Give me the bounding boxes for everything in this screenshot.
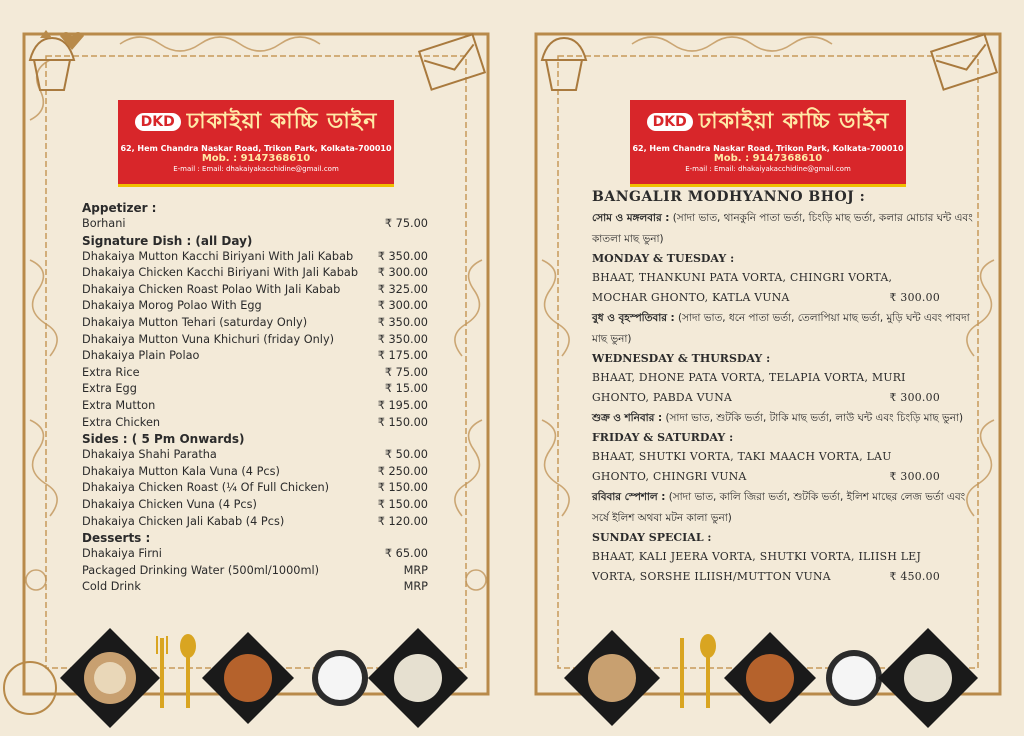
- menu-item: [82, 546, 428, 563]
- menu-item-name: Extra Chicken: [82, 415, 161, 429]
- bengali-day-label: শুক্র ও শনিবার :: [592, 412, 663, 424]
- cupcake-icon: [542, 38, 586, 90]
- dish-line-text: VORTA, SORSHE ILIISH/MUTTON VUNA: [592, 570, 831, 583]
- address: 62, Hem Chandra Naskar Road, Trikon Park, Kolkata-700010: [632, 144, 904, 153]
- day-heading: WEDNESDAY & THURSDAY :: [592, 352, 771, 365]
- lunch-menu: [592, 186, 974, 587]
- day-dishes: [592, 268, 974, 308]
- menu-item: [82, 332, 428, 349]
- day-heading: MONDAY & TUESDAY :: [592, 252, 735, 265]
- menu-item-name: Dhakaiya Chicken Roast Polao With Jali Kabab: [82, 282, 341, 296]
- menu-item: [82, 447, 428, 464]
- menu-item: [82, 249, 428, 266]
- menu-item: [82, 315, 428, 332]
- menu-item-name: Extra Mutton: [82, 398, 156, 412]
- menu-item-name: Extra Egg: [82, 382, 137, 396]
- envelope-icon: [931, 34, 997, 89]
- menu-item-name: Dhakaiya Chicken Roast (¼ Of Full Chicken): [82, 481, 330, 495]
- menu-item: [82, 497, 428, 514]
- bengali-day-label: বুধ ও বৃহস্পতিবার :: [592, 312, 675, 324]
- menu-item: [82, 480, 428, 497]
- menu-item-price: ₹ 50.00: [384, 448, 428, 462]
- menu-item: [82, 415, 428, 432]
- menu-item-name: Dhakaiya Mutton Vuna Khichuri (friday Only): [82, 332, 335, 346]
- menu-item: [82, 563, 428, 580]
- menu-item-name: Dhakaiya Mutton Kacchi Biriyani With Jali Kabab: [82, 249, 354, 263]
- menu-item: [82, 514, 428, 531]
- dish-line: [592, 288, 974, 308]
- dish-line: [592, 388, 974, 408]
- menu-item-name: Dhakaiya Chicken Vuna (4 Pcs): [82, 497, 257, 511]
- menu-item-price: MRP: [403, 580, 428, 594]
- dish-line-text: GHONTO, PABDA VUNA: [592, 391, 733, 404]
- menu-section-heading: Desserts :: [82, 531, 151, 546]
- menu-item-name: Dhakaiya Firni: [82, 547, 162, 561]
- menu-item-name: Dhakaiya Shahi Paratha: [82, 448, 217, 462]
- menu-item-price: ₹ 150.00: [377, 497, 428, 511]
- menu-item-price: ₹ 15.00: [384, 382, 428, 396]
- day-dishes: [592, 447, 974, 487]
- bengali-dish-list: (সাদা ভাত, শুটকি ভর্তা, টাকি মাছ ভর্তা, লাউ ঘন্ট এবং চিংড়ি মাছ ভুনা): [665, 412, 964, 424]
- bengali-day-description: [592, 487, 974, 529]
- restaurant-header: [118, 100, 394, 187]
- menu-item-price: ₹ 300.00: [377, 299, 428, 313]
- email: E-mail : Email: dhakaiyakacchidine@gmail.com: [685, 165, 851, 173]
- menu-list: [82, 200, 428, 596]
- restaurant-name: ঢাকাইয়া কাচ্চি ডাইন: [698, 107, 890, 134]
- mobile-number: Mob. : 9147368610: [201, 153, 311, 164]
- menu-item-name: Borhani: [82, 217, 126, 230]
- menu-item: [82, 365, 428, 382]
- dish-line: BHAAT, SHUTKI VORTA, TAKI MAACH VORTA, LAU: [592, 450, 892, 463]
- menu-item-price: ₹ 195.00: [377, 398, 428, 412]
- menu-item: [82, 298, 428, 315]
- menu-section-heading: Sides : ( 5 Pm Onwards): [82, 432, 245, 447]
- menu-section-heading: Appetizer :: [82, 201, 157, 215]
- dkd-logo: DKD: [135, 113, 181, 131]
- dkd-logo: DKD: [647, 113, 693, 131]
- bengali-dish-list: (সাদা ভাত, ধনে পাতা ভর্তা, তেলাপিয়া মাছ ভর্তা, মুড়ি ঘন্ট এবং পাবদা মাছ ভুনা): [592, 312, 970, 345]
- day-dishes: [592, 368, 974, 408]
- envelope-icon: [419, 34, 485, 89]
- bengali-dish-list: (সাদা ভাত, কালি জিরা ভর্তা, শুটকি ভর্তা, ইলিশ মাছের লেজ ভর্তা এবং সর্ষে ইলিশ অথবা মটন কালা ভুনা): [592, 491, 966, 524]
- fork-spoon-icon: [156, 634, 196, 708]
- menu-item: [82, 579, 428, 596]
- menu-item: [82, 464, 428, 481]
- menu-item: [82, 282, 428, 299]
- menu-item-name: Dhakaiya Mutton Kala Vuna (4 Pcs): [82, 464, 280, 478]
- menu-item-price: ₹ 75.00: [384, 365, 428, 379]
- day-price: ₹ 300.00: [889, 291, 940, 304]
- bengali-day-description: [592, 308, 974, 350]
- bengali-day-description: [592, 408, 974, 429]
- menu-item-price: ₹ 175.00: [377, 349, 428, 363]
- day-price: ₹ 450.00: [889, 570, 940, 583]
- day-heading: FRIDAY & SATURDAY :: [592, 431, 734, 444]
- menu-item-price: ₹ 325.00: [377, 282, 428, 296]
- fork-spoon-icon: [680, 634, 716, 708]
- menu-item: [82, 381, 428, 398]
- menu-item-price: ₹ 65.00: [384, 547, 428, 561]
- menu-item-price: ₹ 150.00: [377, 415, 428, 429]
- food-strip: [512, 618, 1024, 736]
- bengali-day-description: [592, 208, 974, 250]
- menu-item-price: MRP: [403, 563, 428, 577]
- restaurant-header: [630, 100, 906, 187]
- day-dishes: [592, 547, 974, 587]
- restaurant-name: ঢাকাইয়া কাচ্চি ডাইন: [186, 107, 378, 134]
- menu-section-heading: Signature Dish : (all Day): [82, 233, 253, 248]
- day-price: ₹ 300.00: [889, 470, 940, 483]
- menu-item-name: Dhakaiya Morog Polao With Egg: [82, 299, 262, 313]
- plate-outline-icon: [4, 662, 56, 714]
- day-price: ₹ 300.00: [889, 391, 940, 404]
- menu-item: [82, 265, 428, 282]
- dish-line-text: GHONTO, CHINGRI VUNA: [592, 470, 747, 483]
- dish-line: BHAAT, THANKUNI PATA VORTA, CHINGRI VORTA,: [592, 271, 893, 284]
- menu-item-name: Packaged Drinking Water (500ml/1000ml): [82, 563, 320, 577]
- menu-item-name: Dhakaiya Chicken Kacchi Biriyani With Jali Kabab: [82, 266, 358, 280]
- menu-item-price: ₹ 300.00: [377, 266, 428, 280]
- menu-item: [82, 348, 428, 365]
- menu-item-price: ₹ 150.00: [377, 481, 428, 495]
- menu-item-name: Extra Rice: [82, 365, 140, 379]
- menu-item-price: ₹ 350.00: [377, 249, 428, 263]
- dish-line: BHAAT, DHONE PATA VORTA, TELAPIA VORTA, MURI: [592, 371, 906, 384]
- dish-line: [592, 467, 974, 487]
- menu-item-name: Dhakaiya Mutton Tehari (saturday Only): [82, 315, 308, 329]
- dish-line: [592, 567, 974, 587]
- mobile-number: Mob. : 9147368610: [713, 153, 823, 164]
- menu-item-price: ₹ 120.00: [377, 514, 428, 528]
- bengali-dish-list: (সাদা ভাত, থানকুনি পাতা ভর্তা, চিংড়ি মাছ ভর্তা, কলার মোচার ঘন্ট এবং কাতলা মাছ ভুনা): [592, 212, 973, 245]
- dish-line-text: MOCHAR GHONTO, KATLA VUNA: [592, 291, 790, 304]
- email: E-mail : Email: dhakaiyakacchidine@gmail.com: [173, 165, 339, 173]
- menu-item-price: ₹ 350.00: [377, 332, 428, 346]
- lunch-title: BANGALIR MODHYANNO BHOJ :: [592, 189, 866, 205]
- menu-item: [82, 216, 428, 233]
- menu-item-name: Dhakaiya Chicken Jali Kabab (4 Pcs): [82, 514, 285, 528]
- menu-item: [82, 398, 428, 415]
- menu-item-name: Cold Drink: [82, 580, 141, 594]
- menu-item-name: Dhakaiya Plain Polao: [82, 349, 200, 363]
- bengali-day-label: সোম ও মঙ্গলবার :: [592, 212, 670, 224]
- dish-line: BHAAT, KALI JEERA VORTA, SHUTKI VORTA, ILIISH LEJ: [592, 550, 922, 563]
- menu-item-price: ₹ 250.00: [377, 464, 428, 478]
- day-heading: SUNDAY SPECIAL :: [592, 531, 712, 544]
- bengali-day-label: রবিবার স্পেশাল :: [592, 491, 666, 503]
- address: 62, Hem Chandra Naskar Road, Trikon Park, Kolkata-700010: [120, 144, 392, 153]
- menu-item-price: ₹ 350.00: [377, 315, 428, 329]
- food-strip: [0, 618, 512, 736]
- menu-item-price: ₹ 75.00: [384, 217, 428, 230]
